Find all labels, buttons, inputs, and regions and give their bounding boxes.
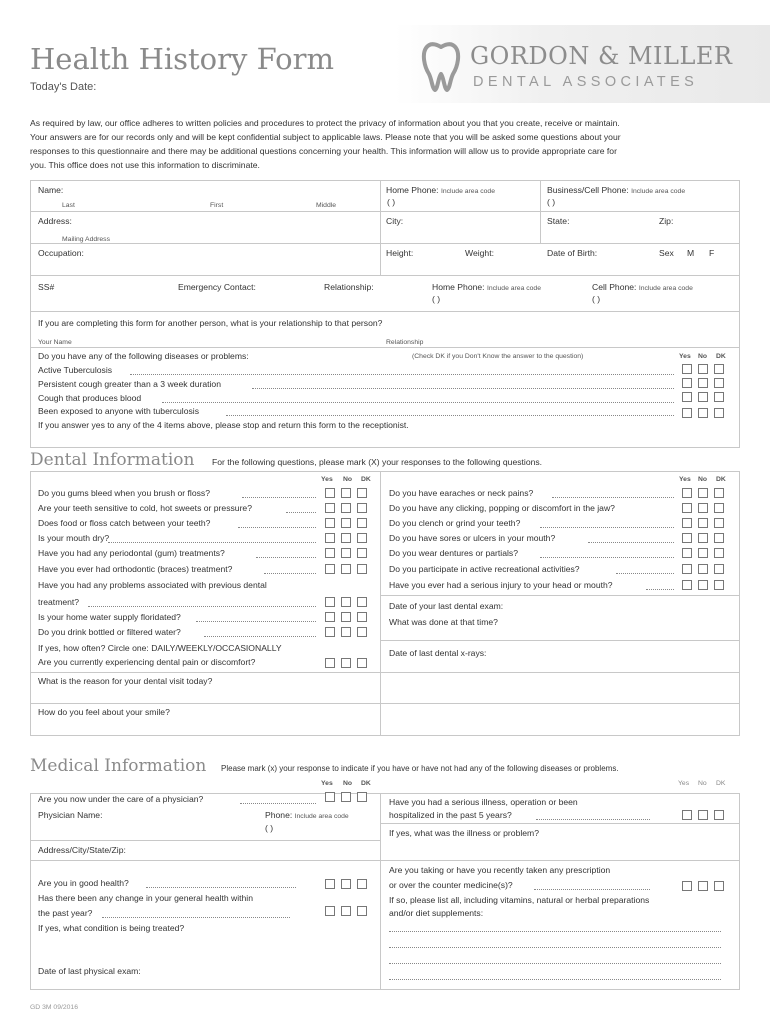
dental-q-clench: Do you clench or grind your teeth? [389,518,521,528]
illness-problem-label: If yes, what was the illness or problem? [389,828,539,838]
dental-q-ortho: Have you ever had orthodontic (braces) treatment? [38,564,233,574]
condition-treated-label: If yes, what condition is being treated? [38,923,185,933]
height-label: Height: [386,248,414,258]
recreational-no-checkbox[interactable] [698,564,708,574]
dental-q-gums: Do you gums bleed when you brush or floss? [38,488,210,498]
list-all-label: If so, please list all, including vitamins, natural or herbal preparations [389,895,650,905]
dental-q-recreational: Do you participate in active recreational activities? [389,564,580,574]
ec-cell-phone-label: Cell Phone: Include area code [592,282,693,292]
dental-q-fluoride: Is your home water supply floridated? [38,612,181,622]
business-phone-label: Business/Cell Phone: Include area code [547,185,686,195]
dental-right-dk-header: DK [716,476,726,483]
dentures-yes-checkbox[interactable] [682,548,692,558]
dental-q-bottled: Do you drink bottled or filtered water? [38,627,181,637]
ortho-yes-checkbox[interactable] [325,564,335,574]
food-dk-checkbox[interactable] [357,518,367,528]
smile-label: How do you feel about your smile? [38,707,170,717]
fluoride-dk-checkbox[interactable] [357,612,367,622]
ortho-no-checkbox[interactable] [341,564,351,574]
city-label: City: [386,216,404,226]
recreational-yes-checkbox[interactable] [682,564,692,574]
prescription-no-checkbox[interactable] [698,881,708,891]
gums-no-checkbox[interactable] [341,488,351,498]
first-name-caption: First [210,202,224,209]
medication-line-1[interactable] [389,931,721,932]
sensitive-no-checkbox[interactable] [341,503,351,513]
perio-no-checkbox[interactable] [341,548,351,558]
cough-no-checkbox[interactable] [698,378,708,388]
dry-yes-checkbox[interactable] [325,533,335,543]
home-phone-field[interactable]: ( ) [387,197,396,207]
pain-dk-checkbox[interactable] [357,658,367,668]
good-health-dk-checkbox[interactable] [357,879,367,889]
serious-illness-yes-checkbox[interactable] [682,810,692,820]
medical-section-title: Medical Information [30,756,207,776]
zip-label: Zip: [659,216,674,226]
problems-no-checkbox[interactable] [341,597,351,607]
cough-dk-checkbox[interactable] [714,378,724,388]
bottled-no-checkbox[interactable] [341,627,351,637]
relationship-caption: Relationship [386,339,424,346]
perio-dk-checkbox[interactable] [357,548,367,558]
medical-left-dk-header: DK [361,780,371,787]
gums-dk-checkbox[interactable] [357,488,367,498]
fluoride-yes-checkbox[interactable] [325,612,335,622]
blood-dk-checkbox[interactable] [714,392,724,402]
dental-right-no-header: No [698,476,708,483]
dental-q-sensitive: Are your teeth sensitive to cold, hot sweets or pressure? [38,503,252,513]
fluoride-no-checkbox[interactable] [341,612,351,622]
problems-dk-checkbox[interactable] [357,597,367,607]
home-phone-label: Home Phone: Include area code [386,185,495,195]
cough-yes-checkbox[interactable] [682,378,692,388]
ec-home-phone-label: Home Phone: Include area code [432,282,541,292]
injury-yes-checkbox[interactable] [682,580,692,590]
sex-m-option[interactable]: M [687,248,695,258]
logo-subtitle: DENTAL ASSOCIATES [473,74,699,90]
sores-yes-checkbox[interactable] [682,533,692,543]
disease-item-exposed: Been exposed to anyone with tuberculosis [38,406,199,416]
change-health-no-checkbox[interactable] [341,906,351,916]
physician-phone-label: Phone: Include area code [265,810,349,820]
ortho-dk-checkbox[interactable] [357,564,367,574]
disease-dk-header: DK [716,353,726,360]
address-label: Address: [38,216,72,226]
dental-left-no-header: No [343,476,353,483]
dental-q-dry: Is your mouth dry? [38,533,110,543]
dental-left-dk-header: DK [361,476,371,483]
clicking-no-checkbox[interactable] [698,503,708,513]
sensitive-yes-checkbox[interactable] [325,503,335,513]
under-care-yes-checkbox[interactable] [325,792,335,802]
dental-q-problems: Have you had any problems associated with previous dental [38,580,267,590]
clench-yes-checkbox[interactable] [682,518,692,528]
injury-dk-checkbox[interactable] [714,580,724,590]
visit-reason-label: What is the reason for your dental visit today? [38,676,213,686]
bottled-dk-checkbox[interactable] [357,627,367,637]
serious-illness-question-cont: hospitalized in the past 5 years? [389,810,512,820]
medical-left-yes-header: Yes [321,780,333,787]
clicking-yes-checkbox[interactable] [682,503,692,513]
good-health-question: Are you in good health? [38,878,129,888]
gums-yes-checkbox[interactable] [325,488,335,498]
change-health-question: Has there been any change in your general health within [38,893,253,903]
medical-right-dk-header: DK [716,780,726,787]
name-label: Name: [38,185,64,195]
earaches-no-checkbox[interactable] [698,488,708,498]
dental-q-dentures: Do you wear dentures or partials? [389,548,518,558]
list-all-label-cont: and/or diet supplements: [389,908,484,918]
blood-yes-checkbox[interactable] [682,392,692,402]
perio-yes-checkbox[interactable] [325,548,335,558]
serious-illness-dk-checkbox[interactable] [714,810,724,820]
good-health-yes-checkbox[interactable] [325,879,335,889]
business-phone-field[interactable]: ( ) [547,197,556,207]
dental-left-yes-header: Yes [321,476,333,483]
medical-right-no-header: No [698,780,707,787]
mailing-address-caption: Mailing Address [62,236,110,243]
disease-item-blood: Cough that produces blood [38,393,142,403]
dry-no-checkbox[interactable] [341,533,351,543]
disease-item-cough: Persistent cough greater than a 3 week duration [38,379,221,389]
clicking-dk-checkbox[interactable] [714,503,724,513]
intro-line-1: As required by law, our office adheres to written policies and procedures to protect the privacy of information about you that you create, receive or maintain. [30,118,620,128]
change-health-question-cont: the past year? [38,908,93,918]
sex-label: Sex [659,248,674,258]
last-name-caption: Last [62,202,75,209]
prescription-question: Are you taking or have you recently taken any prescription [389,865,611,875]
dental-q-injury: Have you ever had a serious injury to your head or mouth? [389,580,613,590]
stop-note: If you answer yes to any of the 4 items above, please stop and return this form to the receptionist. [38,420,409,430]
intro-line-3: responses to this questionnaire and there may be additional questions concerning your health. This information will allow us to provide appropriate care for [30,146,617,156]
middle-name-caption: Middle [316,202,337,209]
dry-dk-checkbox[interactable] [357,533,367,543]
physician-address-label: Address/City/State/Zip: [38,845,126,855]
pain-yes-checkbox[interactable] [325,658,335,668]
under-care-no-checkbox[interactable] [341,792,351,802]
sores-no-checkbox[interactable] [698,533,708,543]
clench-no-checkbox[interactable] [698,518,708,528]
food-no-checkbox[interactable] [341,518,351,528]
earaches-dk-checkbox[interactable] [714,488,724,498]
medical-subtitle: Please mark (x) your response to indicate if you have or have not had any of the following diseases or problems. [221,764,619,773]
sores-dk-checkbox[interactable] [714,533,724,543]
form-code: GD 3M 09/2016 [30,1004,78,1011]
exposed-yes-checkbox[interactable] [682,408,692,418]
last-dental-exam-label: Date of your last dental exam: [389,601,504,611]
check-dk-note: (Check DK if you Don't Know the answer to the question) [412,353,584,360]
dental-q-earaches: Do you have earaches or neck pains? [389,488,534,498]
state-label: State: [547,216,570,226]
pain-no-checkbox[interactable] [341,658,351,668]
physician-name-label: Physician Name: [38,810,103,820]
earaches-yes-checkbox[interactable] [682,488,692,498]
dental-q-food: Does food or floss catch between your teeth? [38,518,211,528]
under-care-question: Are you now under the care of a physician? [38,794,204,804]
tooth-logo-icon [420,40,462,92]
emergency-contact-label: Emergency Contact: [178,282,256,292]
intro-line-2: Your answers are for our records only and will be kept confidential subject to applicable laws. Please note that you will be asked some questions about your [30,132,621,142]
recreational-dk-checkbox[interactable] [714,564,724,574]
exposed-no-checkbox[interactable] [698,408,708,418]
dental-q-problems-cont: treatment? [38,597,80,607]
another-person-question: If you are completing this form for another person, what is your relationship to that person? [38,318,383,328]
your-name-caption: Your Name [38,339,72,346]
sensitive-dk-checkbox[interactable] [357,503,367,513]
dentures-dk-checkbox[interactable] [714,548,724,558]
intro-line-4: you. This office does not use this information to discriminate. [30,160,260,170]
tb-dk-checkbox[interactable] [714,364,724,374]
injury-no-checkbox[interactable] [698,580,708,590]
disease-no-header: No [698,353,708,360]
dental-q-sores: Do you have sores or ulcers in your mouth? [389,533,556,543]
medication-line-2[interactable] [389,947,721,948]
tb-yes-checkbox[interactable] [682,364,692,374]
change-health-dk-checkbox[interactable] [357,906,367,916]
dental-q-pain: Are you currently experiencing dental pain or discomfort? [38,657,256,667]
relationship-label: Relationship: [324,282,374,292]
dental-section-title: Dental Information [30,450,195,470]
exposed-dk-checkbox[interactable] [714,408,724,418]
weight-label: Weight: [465,248,494,258]
name-field[interactable] [36,195,376,205]
blood-no-checkbox[interactable] [698,392,708,402]
problems-yes-checkbox[interactable] [325,597,335,607]
disease-yes-header: Yes [679,353,691,360]
medical-left-no-header: No [343,780,353,787]
ss-label: SS# [38,282,55,292]
dentures-no-checkbox[interactable] [698,548,708,558]
under-care-dk-checkbox[interactable] [357,792,367,802]
dental-q-perio: Have you had any periodontal (gum) treatments? [38,548,225,558]
dental-right-yes-header: Yes [679,476,691,483]
physician-phone-field[interactable]: ( ) [265,823,274,833]
tb-no-checkbox[interactable] [698,364,708,374]
occupation-label: Occupation: [38,248,84,258]
page-title: Health History Form [30,42,334,76]
dental-q-how-often: If yes, how often? Circle one: DAILY/WEEKLY/OCCASIONALLY [38,643,282,653]
what-done-label: What was done at that time? [389,617,498,627]
change-health-yes-checkbox[interactable] [325,906,335,916]
prescription-yes-checkbox[interactable] [682,881,692,891]
prescription-question-cont: or over the counter medicine(s)? [389,880,513,890]
medication-line-3[interactable] [389,963,721,964]
clench-dk-checkbox[interactable] [714,518,724,528]
medication-line-4[interactable] [389,979,721,980]
serious-illness-no-checkbox[interactable] [698,810,708,820]
prescription-dk-checkbox[interactable] [714,881,724,891]
last-physical-label: Date of last physical exam: [38,966,141,976]
todays-date-label: Today's Date: [30,81,97,93]
disease-question: Do you have any of the following diseases or problems: [38,351,249,361]
serious-illness-question: Have you had a serious illness, operation or been [389,797,578,807]
dental-q-clicking: Do you have any clicking, popping or discomfort in the jaw? [389,503,615,513]
medical-right-yes-header: Yes [678,780,690,787]
good-health-no-checkbox[interactable] [341,879,351,889]
ec-home-phone-field[interactable]: ( ) [432,294,441,304]
dob-label: Date of Birth: [547,248,598,258]
bottled-yes-checkbox[interactable] [325,627,335,637]
last-xrays-label: Date of last dental x-rays: [389,648,487,658]
disease-item-tb: Active Tuberculosis [38,365,113,375]
sex-f-option[interactable]: F [709,248,715,258]
ec-cell-phone-field[interactable]: ( ) [592,294,601,304]
food-yes-checkbox[interactable] [325,518,335,528]
dental-subtitle: For the following questions, please mark (X) your responses to the following questions. [212,457,543,467]
logo-name: GORDON & MILLER [470,42,733,70]
